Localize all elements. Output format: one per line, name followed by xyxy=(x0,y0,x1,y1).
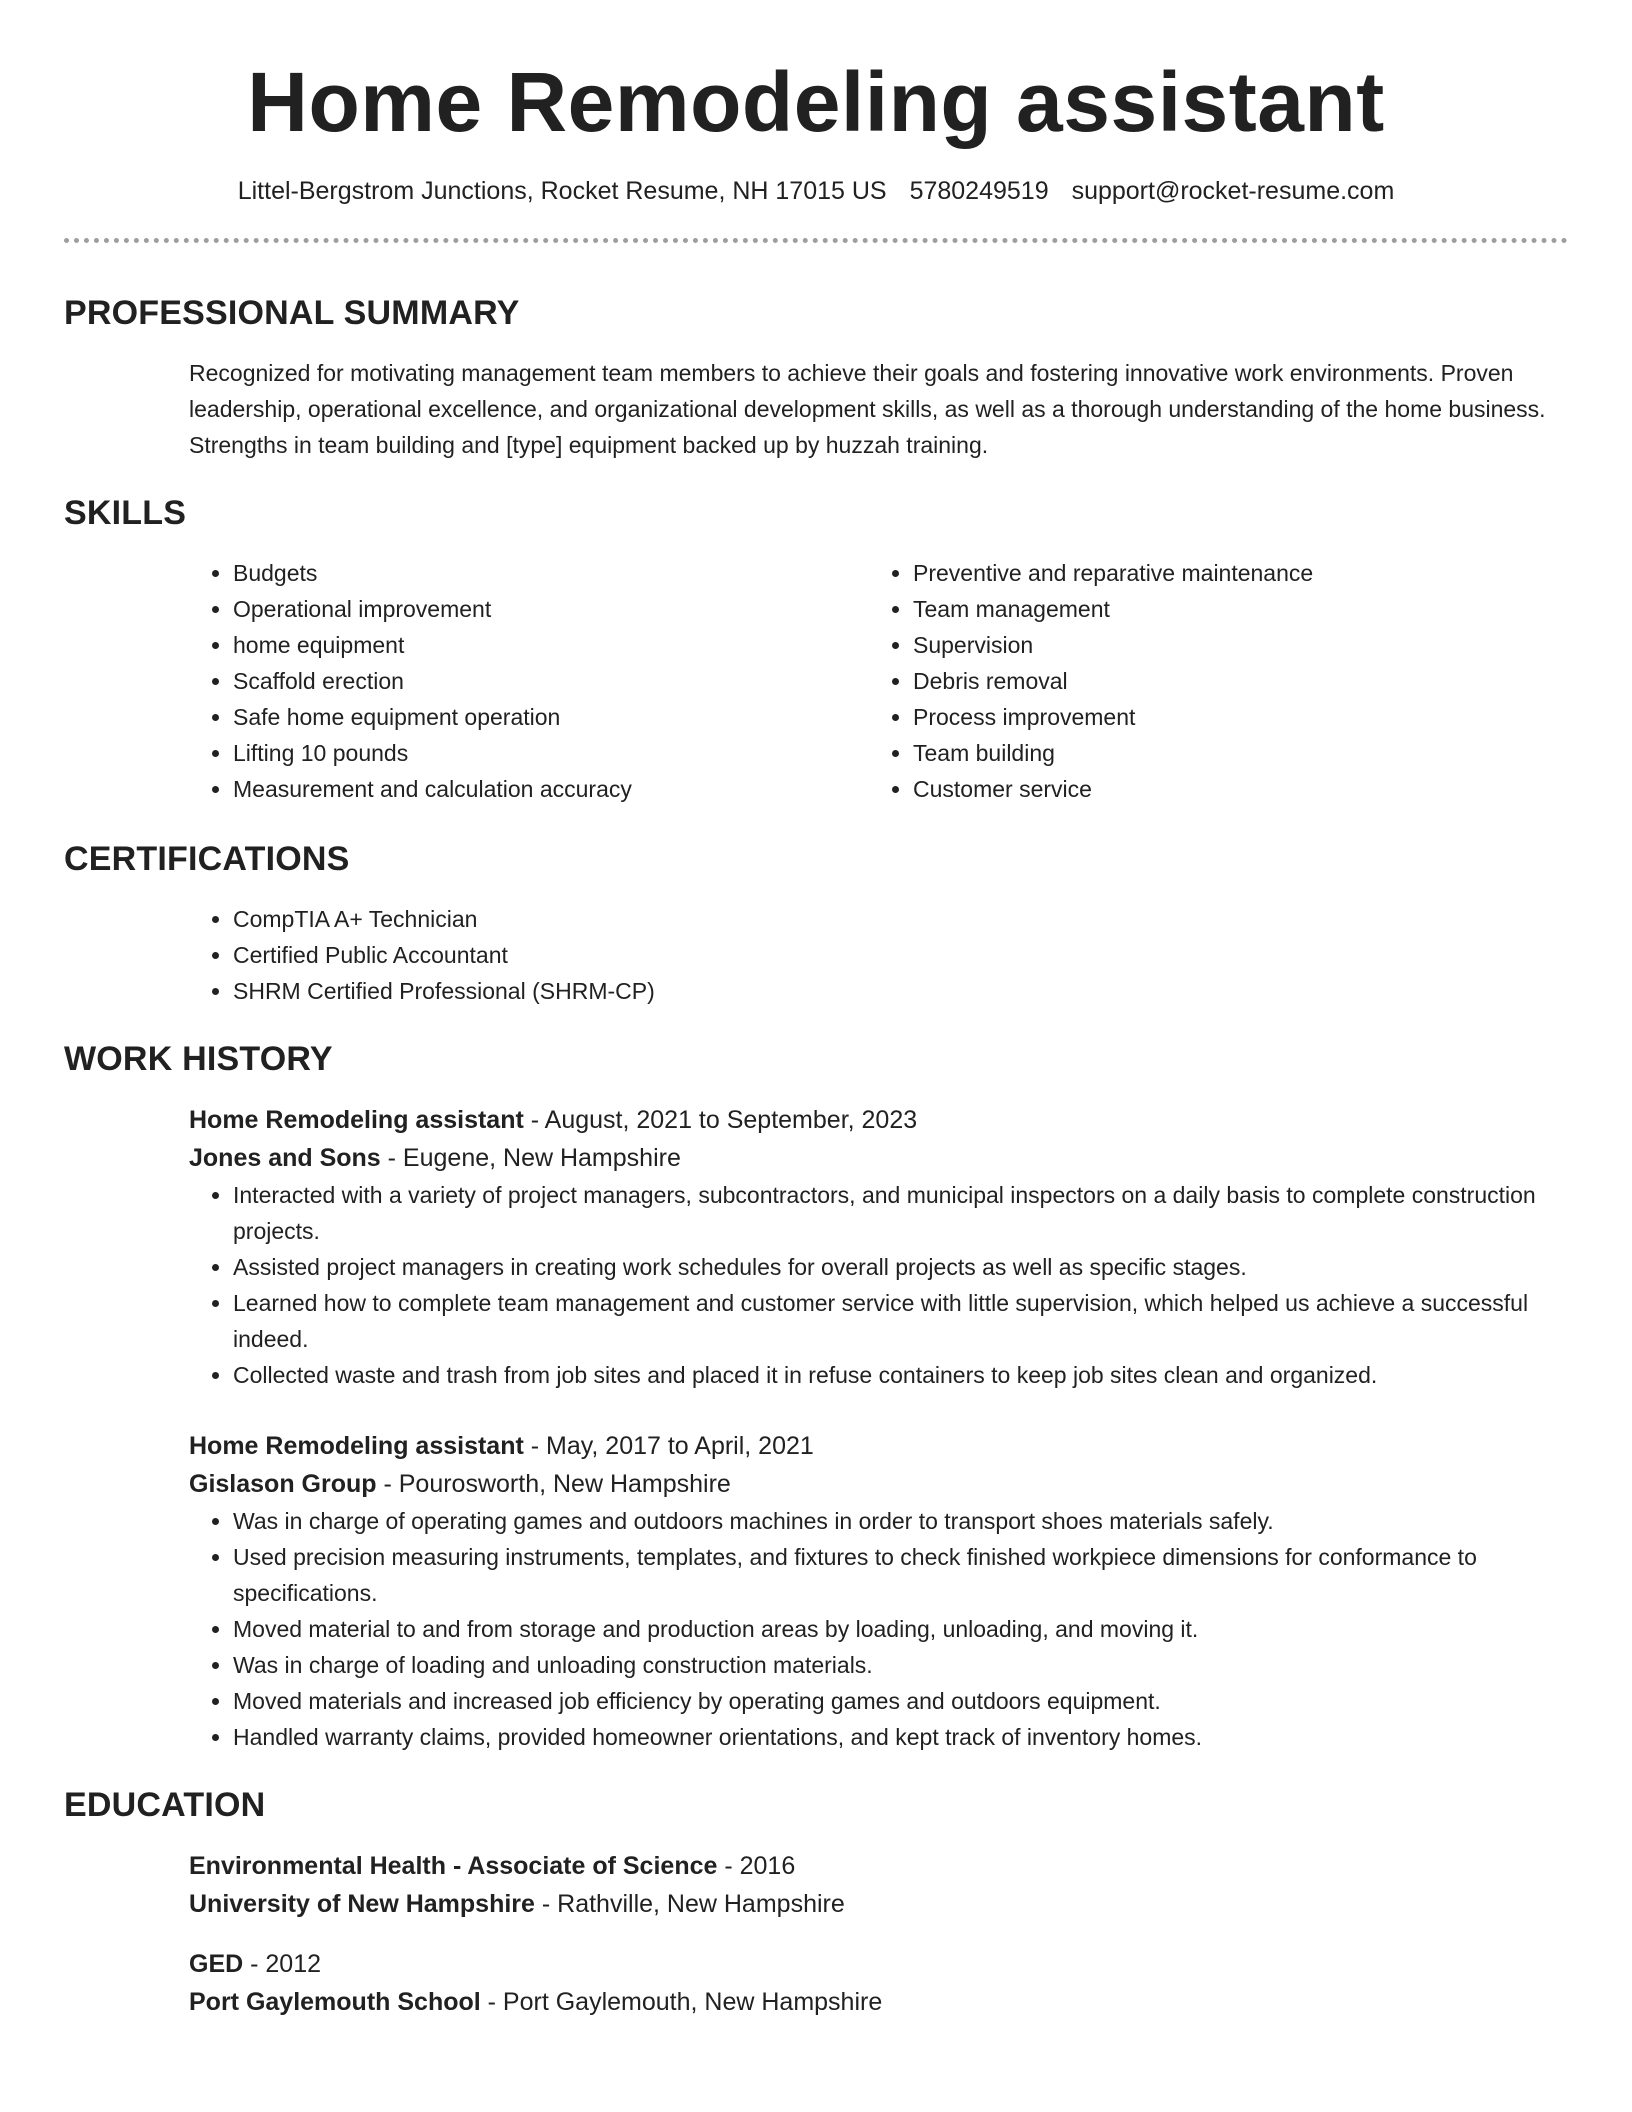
skills-list-right xyxy=(869,555,1549,807)
job-company-line xyxy=(189,1465,1568,1503)
contact-email: support@rocket-resume.com xyxy=(1071,177,1395,205)
education-school: Port Gaylemouth School xyxy=(189,1988,481,2016)
job-duty: • Used precision measuring instruments, templates, and fixtures to check finished workpiece dimensions for conformance to specifications. xyxy=(233,1539,1568,1611)
job-duty: • Learned how to complete team management and customer service with little supervision, which helped us achieve a successful indeed. xyxy=(233,1285,1568,1357)
skill-item: • Team building xyxy=(913,735,1549,771)
job-duty: • Collected waste and trash from job sites and placed it in refuse containers to keep job sites clean and organized. xyxy=(233,1357,1568,1393)
education-entry xyxy=(189,1945,1568,2021)
education-location: - Port Gaylemouth, New Hampshire xyxy=(480,1988,883,2016)
job-title-line xyxy=(189,1427,1568,1465)
skill-item: • home equipment xyxy=(233,627,869,663)
contact-line xyxy=(64,174,1568,208)
job-location: - Eugene, New Hampshire xyxy=(380,1144,681,1172)
skills-heading: SKILLS xyxy=(64,494,187,532)
job-duty: • Handled warranty claims, provided homeowner orientations, and kept track of inventory homes. xyxy=(233,1719,1568,1755)
education-location: - Rathville, New Hampshire xyxy=(534,1890,845,1918)
skill-item: • Lifting 10 pounds xyxy=(233,735,869,771)
job-duty: • Assisted project managers in creating work schedules for overall projects as well as specific stages. xyxy=(233,1249,1568,1285)
job-company-line xyxy=(189,1139,1568,1177)
job-company: Jones and Sons xyxy=(189,1144,381,1172)
job-duty: • Moved material to and from storage and production areas by loading, unloading, and moving it. xyxy=(233,1611,1568,1647)
certifications-heading: CERTIFICATIONS xyxy=(64,840,350,878)
job-duty: • Moved materials and increased job efficiency by operating games and outdoors equipment. xyxy=(233,1683,1568,1719)
job-title-line xyxy=(189,1101,1568,1139)
education-body xyxy=(189,1847,1568,2021)
skill-item: • Operational improvement xyxy=(233,591,869,627)
work-history-heading: WORK HISTORY xyxy=(64,1040,333,1078)
skill-item: • Process improvement xyxy=(913,699,1549,735)
job-duties-list xyxy=(189,1177,1568,1393)
education-school: University of New Hampshire xyxy=(189,1890,535,1918)
summary-body xyxy=(189,355,1568,463)
contact-address: Littel-Bergstrom Junctions, Rocket Resume, NH 17015 US xyxy=(237,177,887,205)
skill-item: • Supervision xyxy=(913,627,1549,663)
job-dates: - August, 2021 to September, 2023 xyxy=(523,1106,918,1134)
education-heading: EDUCATION xyxy=(64,1786,266,1824)
education-entry xyxy=(189,1847,1568,1923)
certifications-list xyxy=(189,901,1568,1009)
education-degree: Environmental Health - Associate of Science xyxy=(189,1852,718,1880)
skills-grid xyxy=(189,555,1568,807)
candidate-name: Home Remodeling assistant xyxy=(247,55,1385,149)
skill-item: • Measurement and calculation accuracy xyxy=(233,771,869,807)
skill-item: • Safe home equipment operation xyxy=(233,699,869,735)
job-location: - Pourosworth, New Hampshire xyxy=(376,1470,731,1498)
skills-column-right xyxy=(869,555,1549,807)
job-entry xyxy=(189,1101,1568,1393)
job-entry xyxy=(189,1427,1568,1755)
education-degree-line xyxy=(189,1847,1568,1885)
work-history-section xyxy=(64,1037,1568,1755)
job-dates: - May, 2017 to April, 2021 xyxy=(523,1432,814,1460)
education-degree: GED xyxy=(189,1950,244,1978)
education-section xyxy=(64,1783,1568,2021)
job-duties-list xyxy=(189,1503,1568,1755)
skill-item: • Customer service xyxy=(913,771,1549,807)
certifications-section xyxy=(64,837,1568,1009)
education-degree-line xyxy=(189,1945,1568,1983)
skill-item: • Scaffold erection xyxy=(233,663,869,699)
education-year: - 2016 xyxy=(717,1852,796,1880)
job-role: Home Remodeling assistant xyxy=(189,1432,524,1460)
skill-item: • Team management xyxy=(913,591,1549,627)
skills-section xyxy=(64,491,1568,807)
skill-item: • Preventive and reparative maintenance xyxy=(913,555,1549,591)
job-duty: • Was in charge of operating games and outdoors machines in order to transport shoes materials safely. xyxy=(233,1503,1568,1539)
job-company: Gislason Group xyxy=(189,1470,377,1498)
job-duty: • Was in charge of loading and unloading construction materials. xyxy=(233,1647,1568,1683)
certification-item: • SHRM Certified Professional (SHRM-CP) xyxy=(233,973,1568,1009)
skill-item: • Debris removal xyxy=(913,663,1549,699)
skills-column-left xyxy=(189,555,869,807)
certification-item: • Certified Public Accountant xyxy=(233,937,1568,973)
resume-header xyxy=(64,0,1568,243)
summary-text: Recognized for motivating management team members to achieve their goals and fostering innovative work environments. Proven leadership, operational excellence, and organizational development skills, as well as a thorough understanding of the home business. Strengths in team building and [type] equipment backed up by huzzah training. xyxy=(189,360,1546,458)
contact-phone: 5780249519 xyxy=(909,177,1049,205)
skills-list-left xyxy=(189,555,869,807)
certification-item: • CompTIA A+ Technician xyxy=(233,901,1568,937)
skill-item: • Budgets xyxy=(233,555,869,591)
summary-section xyxy=(64,291,1568,463)
education-school-line xyxy=(189,1885,1568,1923)
job-role: Home Remodeling assistant xyxy=(189,1106,524,1134)
header-divider xyxy=(64,238,1568,243)
summary-heading: PROFESSIONAL SUMMARY xyxy=(64,294,520,332)
certifications-body xyxy=(189,901,1568,1009)
education-school-line xyxy=(189,1983,1568,2021)
education-year: - 2012 xyxy=(243,1950,322,1978)
job-duty: • Interacted with a variety of project managers, subcontractors, and municipal inspectors on a daily basis to complete construction projects. xyxy=(233,1177,1568,1249)
